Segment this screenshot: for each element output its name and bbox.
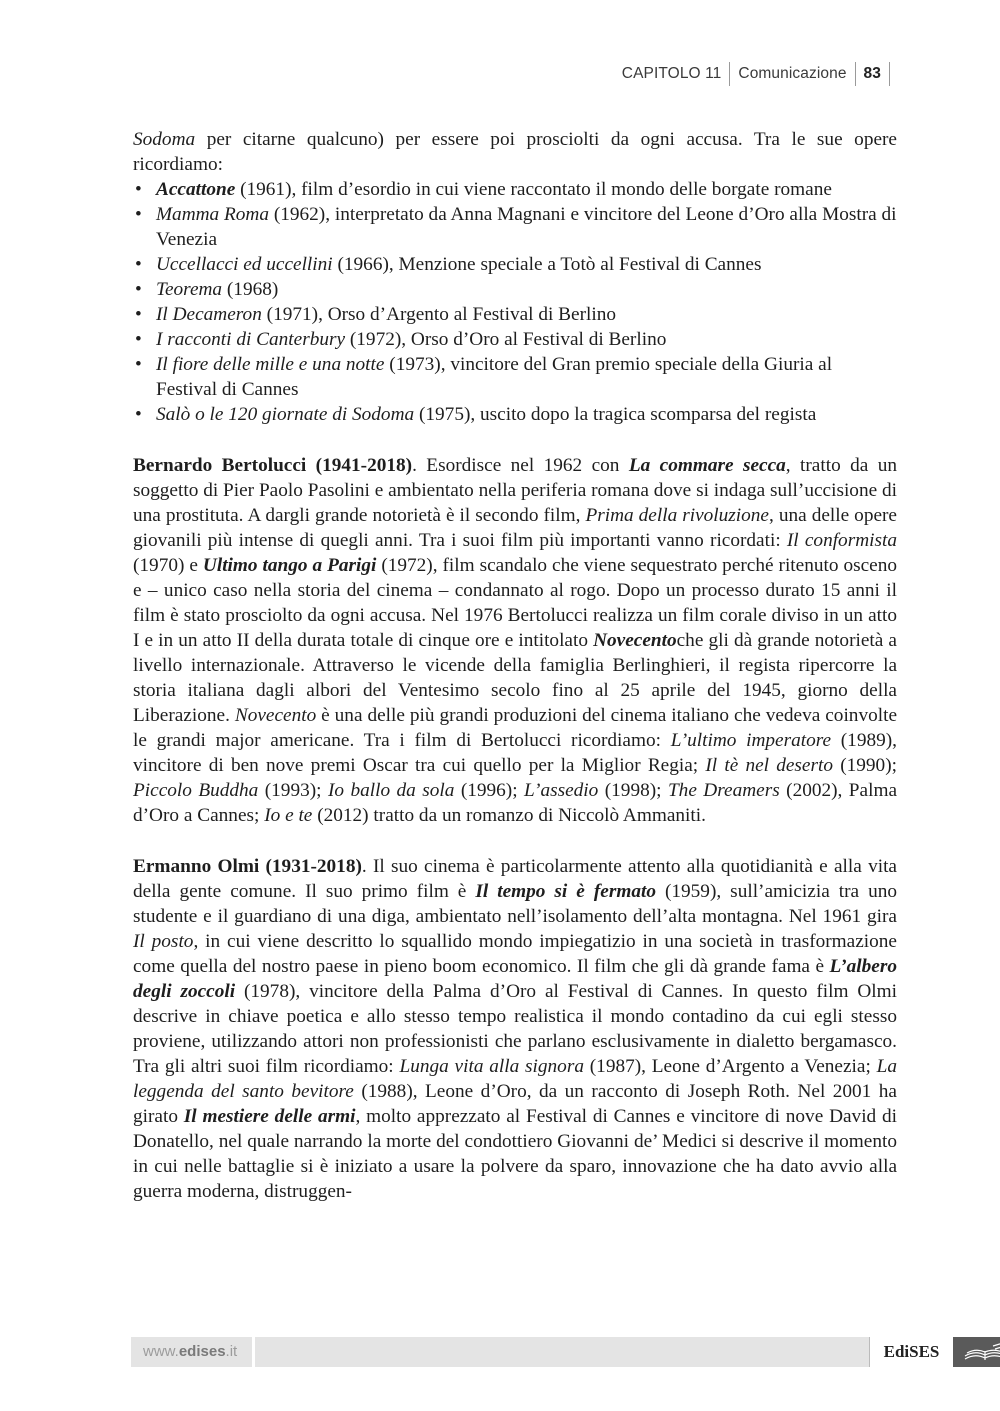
body-text: (2012) tratto da un romanzo di Niccolò Ammaniti.	[312, 805, 706, 826]
list-item	[133, 177, 897, 202]
film-title: Il fiore delle mille e una notte	[156, 354, 385, 375]
site-url-name: edises	[178, 1343, 226, 1360]
film-title: La leggenda del santo bevitore	[133, 1056, 897, 1102]
film-description: (1968)	[222, 279, 279, 300]
director-name: Ermanno Olmi (1931-2018)	[133, 856, 362, 877]
body-text: (1990);	[833, 755, 897, 776]
olmi-paragraph	[133, 854, 897, 1204]
page-number: 83	[863, 65, 881, 82]
film-title: Ultimo tango a Parigi	[202, 555, 377, 576]
film-title: I racconti di Canterbury	[156, 329, 346, 350]
film-title: Il tempo si è fermato	[475, 881, 656, 902]
film-title: L’assedio	[524, 780, 599, 801]
list-item	[133, 302, 897, 327]
film-description: (1975), uscito dopo la tragica scomparsa del regista	[414, 404, 817, 425]
film-title: Io ballo da sola	[327, 780, 455, 801]
film-title: Accattone	[156, 179, 236, 200]
body-text: è una delle più grandi produzioni del cinema italiano che vedeva coinvolte le grandi major americane. Tra i film di Bertolucci ricordiamo:	[133, 705, 897, 751]
body-text: , molto apprezzato al Festival di Cannes e vincitore di nove David di Donatello, nel quale narrando la morte del condottiero Giovanni de’ Medici si descrive il momento in cui nelle battaglie si è iniziato a usare la polvere da sparo, innovazione che ha dato avvio alla guerra moderna, distruggen-	[133, 1106, 898, 1202]
film-title: The Dreamers	[667, 780, 780, 801]
footer-bar	[255, 1337, 869, 1367]
film-title: L’ultimo imperatore	[670, 730, 832, 751]
film-title: Io e te	[264, 805, 313, 826]
body-text: (1993);	[258, 780, 328, 801]
body-text: che gli dà grande notorietà a livello internazionale. Attraverso le vicende della famiglia Berlinghieri, il regista ripercorre la storia italiana dagli albori del Ventesimo secolo fino al 25 aprile del 1945, giorno della Liberazione.	[133, 630, 897, 726]
body-text: (1988), Leone d’Oro, da un racconto di Joseph Roth. Nel 2001 ha girato	[133, 1081, 897, 1127]
body-text: (1989), vincitore di ben nove premi Oscar tra cui quello per la Miglior Regia;	[133, 730, 897, 776]
film-title: Il conformista	[786, 530, 897, 551]
film-description: (1972), Orso d’Oro al Festival di Berlino	[345, 329, 667, 350]
film-title: Sodoma	[133, 129, 196, 150]
film-title: Novecento	[593, 630, 677, 651]
body-text: . Esordisce nel 1962 con	[412, 455, 629, 476]
body-text: , tratto da un soggetto di Pier Paolo Pasolini e ambientato nella periferia romana dove si indaga sull’uccisione di una prostituta. A dargli grande notorietà è il secondo film,	[133, 455, 898, 526]
list-item	[133, 277, 897, 302]
film-title: Il Decameron	[156, 304, 262, 325]
open-book-icon	[953, 1337, 1000, 1367]
bertolucci-paragraph	[133, 453, 897, 828]
body-text: , una delle opere giovanili più intense di quegli anni. Tra i suoi film più importanti vanno ricordati:	[133, 505, 897, 551]
film-title: Prima della rivoluzione	[585, 505, 769, 526]
film-title: Il posto	[133, 931, 194, 952]
publisher-brand: EdiSES	[872, 1337, 951, 1367]
list-item	[133, 202, 897, 252]
site-url-suffix: .it	[225, 1343, 238, 1360]
film-description: (1973), vincitore del Gran premio speciale della Giuria al Festival di Cannes	[156, 354, 833, 400]
film-title: La commare secca	[628, 455, 786, 476]
header-divider	[889, 62, 890, 86]
body-text: (1998);	[598, 780, 668, 801]
header-divider	[729, 62, 730, 86]
site-url[interactable]	[131, 1337, 252, 1367]
film-title: Uccellacci ed uccellini	[156, 254, 333, 275]
film-title: Lunga vita alla signora	[399, 1056, 584, 1077]
body-text: (1996);	[454, 780, 525, 801]
page-body	[133, 127, 897, 1204]
film-title: Teorema	[156, 279, 223, 300]
section-label: Comunicazione	[738, 65, 847, 82]
list-item	[133, 402, 897, 427]
film-title: Piccolo Buddha	[133, 780, 259, 801]
film-title: Il mestiere delle armi	[183, 1106, 356, 1127]
chapter-label: CAPITOLO 11	[621, 65, 722, 82]
list-item	[133, 252, 897, 277]
page-footer	[131, 1337, 1000, 1367]
body-text: (1959), sull’amicizia tra uno studente e il guardiano di una diga, ambientato nell’isolamento dell’alta montagna. Nel 1961 gira	[133, 881, 898, 927]
film-title: Il tè nel deserto	[705, 755, 833, 776]
film-description: (1966), Menzione speciale a Totò al Festival di Cannes	[332, 254, 762, 275]
film-description: (1971), Orso d’Argento al Festival di Berlino	[261, 304, 616, 325]
body-text: (2002), Palma d’Oro a Cannes;	[133, 780, 898, 826]
intro-paragraph	[133, 127, 897, 177]
footer-divider	[869, 1337, 870, 1367]
header-divider	[855, 62, 856, 86]
film-title: Mamma Roma	[156, 204, 269, 225]
list-item	[133, 352, 897, 402]
site-url-prefix: www.	[143, 1343, 179, 1360]
film-title: L’albero degli zoccoli	[133, 956, 897, 1002]
body-text: , in cui viene descritto lo squallido mondo impiegatizio in una società in trasformazione come quella del nostro paese in pieno boom economico. Il film che gli dà grande fama è	[133, 931, 897, 977]
body-text: (1972), film scandalo che viene sequestrato perché ritenuto osceno e – unico caso nella storia del cinema – condannato al rogo. Dopo un processo durato 15 anni il film è stato prosciolto da ogni accusa. Nel 1976 Bertolucci realizza un film corale diviso in un atto I e in un atto II della durata totale di cinque ore e intitolato	[133, 555, 897, 651]
body-text: (1987), Leone d’Argento a Venezia;	[583, 1056, 877, 1077]
body-text: per citarne qualcuno) per essere poi prosciolti da ogni accusa. Tra le sue opere ricordiamo:	[133, 129, 897, 175]
director-name: Bernardo Bertolucci (1941-2018)	[133, 455, 413, 476]
film-title: Salò o le 120 giornate di Sodoma	[156, 404, 415, 425]
list-item	[133, 327, 897, 352]
film-description: (1962), interpretato da Anna Magnani e vincitore del Leone d’Oro alla Mostra di Venezia	[156, 204, 897, 250]
pasolini-film-list	[133, 177, 897, 427]
film-description: (1961), film d’esordio in cui viene raccontato il mondo delle borgate romane	[235, 179, 832, 200]
body-text: . Il suo cinema è particolarmente attento alla quotidianità e alla vita della gente comune. Il suo primo film è	[133, 856, 897, 902]
film-title: Novecento	[234, 705, 317, 726]
running-header	[622, 62, 898, 86]
body-text: (1978), vincitore della Palma d’Oro al Festival di Cannes. In questo film Olmi descrive in chiave poetica e allo stesso tempo realistica il mondo contadino da cui egli stesso proviene, utilizzando attori non professionisti che parlano esclusivamente in dialetto bergamasco. Tra gli altri suoi film ricordiamo:	[133, 981, 897, 1077]
body-text: (1970) e	[133, 555, 203, 576]
